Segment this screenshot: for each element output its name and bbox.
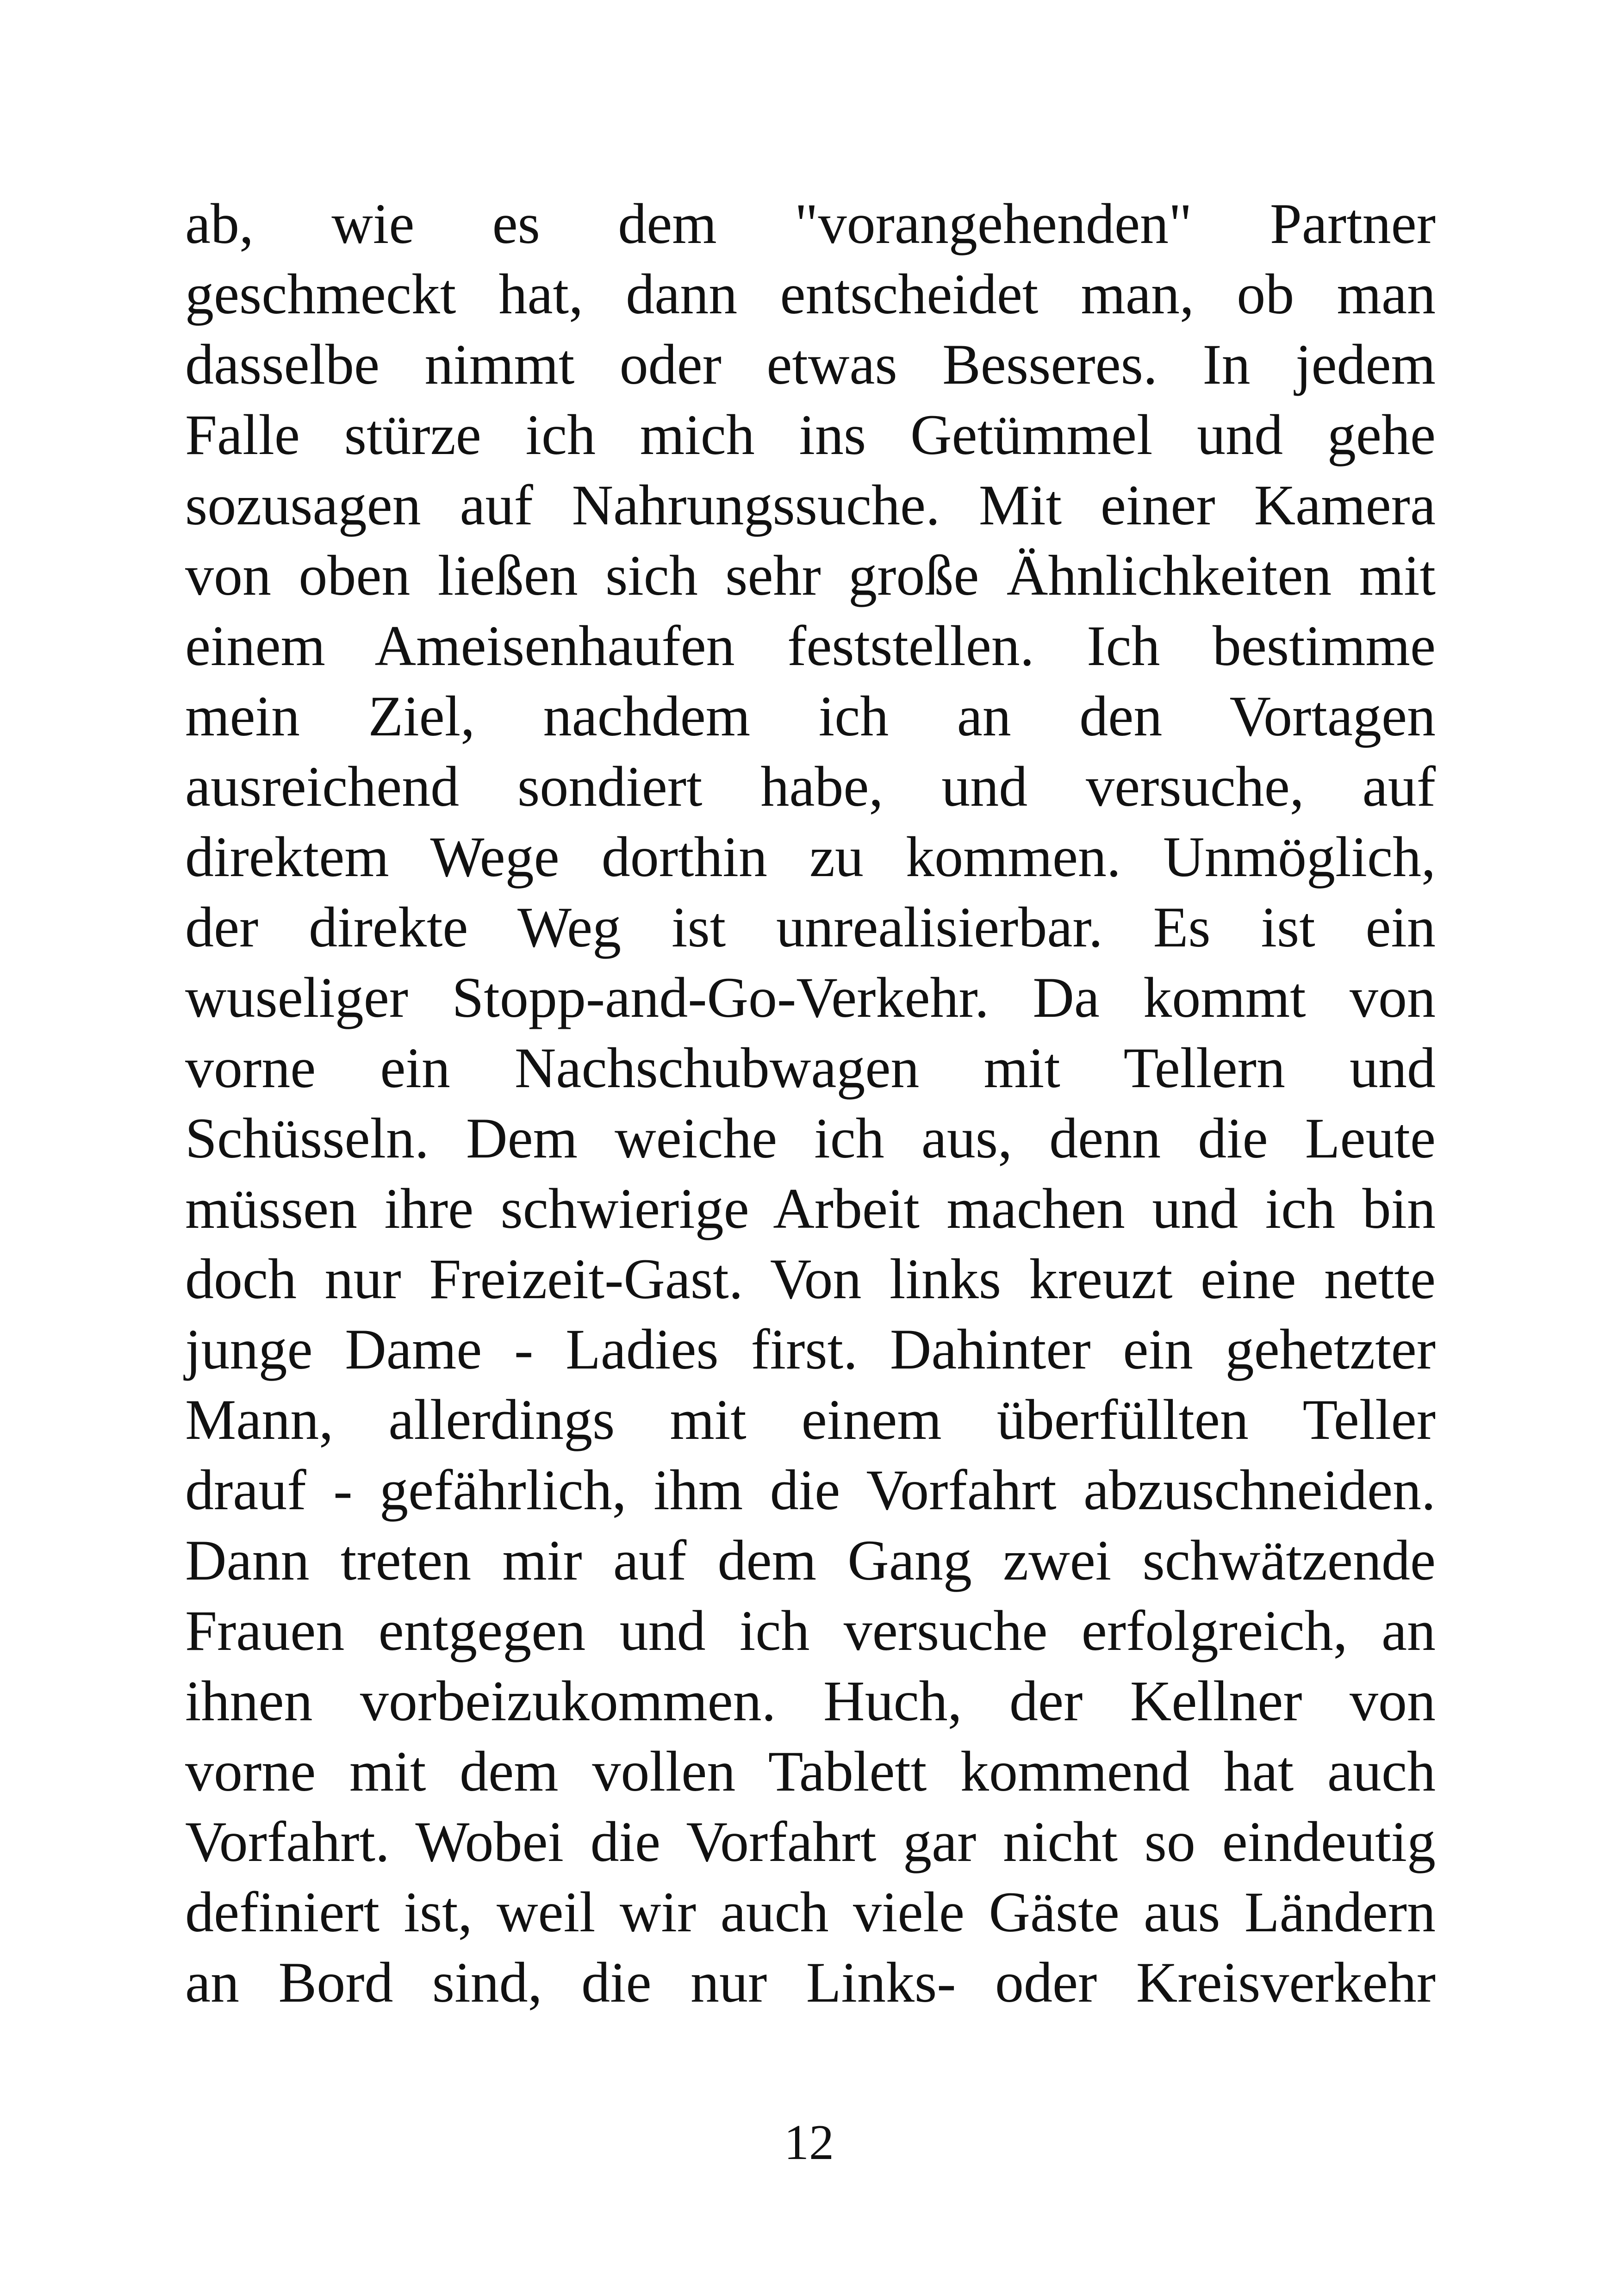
text-line: ihnen vorbeizukommen. Huch, der Kellner von xyxy=(185,1669,1436,1733)
text-line: von oben ließen sich sehr große Ähnlichkeiten mit xyxy=(185,544,1436,607)
text-line: junge Dame - Ladies first. Dahinter ein gehetzter xyxy=(185,1318,1436,1381)
text-line: direktem Wege dorthin zu kommen. Unmöglich, xyxy=(185,825,1436,889)
text-line: sozusagen auf Nahrungssuche. Mit einer Kamera xyxy=(185,473,1436,537)
text-line: definiert ist, weil wir auch viele Gäste aus Ländern xyxy=(185,1880,1436,1944)
text-line: drauf - gefährlich, ihm die Vorfahrt abzuschneiden. xyxy=(185,1458,1436,1522)
page-number: 12 xyxy=(784,2115,834,2170)
text-line: Frauen entgegen und ich versuche erfolgreich, an xyxy=(185,1599,1436,1662)
text-line: einem Ameisenhaufen feststellen. Ich bestimme xyxy=(185,614,1436,678)
text-line: wuseliger Stopp-and-Go-Verkehr. Da kommt von xyxy=(185,966,1436,1029)
text-line: ab, wie es dem "vorangehenden" Partner xyxy=(185,192,1436,255)
text-line: Vorfahrt. Wobei die Vorfahrt gar nicht so eindeutig xyxy=(185,1810,1436,1873)
text-line: Schüsseln. Dem weiche ich aus, denn die Leute xyxy=(185,1107,1436,1170)
text-line: Mann, allerdings mit einem überfüllten Teller xyxy=(185,1388,1436,1451)
text-line: vorne ein Nachschubwagen mit Tellern und xyxy=(185,1036,1436,1100)
body-text xyxy=(185,189,1436,2018)
text-line: müssen ihre schwierige Arbeit machen und ich bin xyxy=(185,1177,1436,1240)
text-line: vorne mit dem vollen Tablett kommend hat auch xyxy=(185,1740,1436,1803)
text-line: mein Ziel, nachdem ich an den Vortagen xyxy=(185,684,1436,748)
text-line: dasselbe nimmt oder etwas Besseres. In jedem xyxy=(185,333,1436,396)
text-line: Falle stürze ich mich ins Getümmel und gehe xyxy=(185,403,1436,467)
text-line: Dann treten mir auf dem Gang zwei schwätzende xyxy=(185,1529,1436,1592)
text-line: an Bord sind, die nur Links- oder Kreisverkehr xyxy=(185,1951,1436,2014)
text-line: der direkte Weg ist unrealisierbar. Es ist ein xyxy=(185,896,1436,959)
text-line: geschmeckt hat, dann entscheidet man, ob man xyxy=(185,262,1436,326)
text-line: ausreichend sondiert habe, und versuche, auf xyxy=(185,755,1436,818)
text-line: doch nur Freizeit-Gast. Von links kreuzt eine nette xyxy=(185,1247,1436,1311)
